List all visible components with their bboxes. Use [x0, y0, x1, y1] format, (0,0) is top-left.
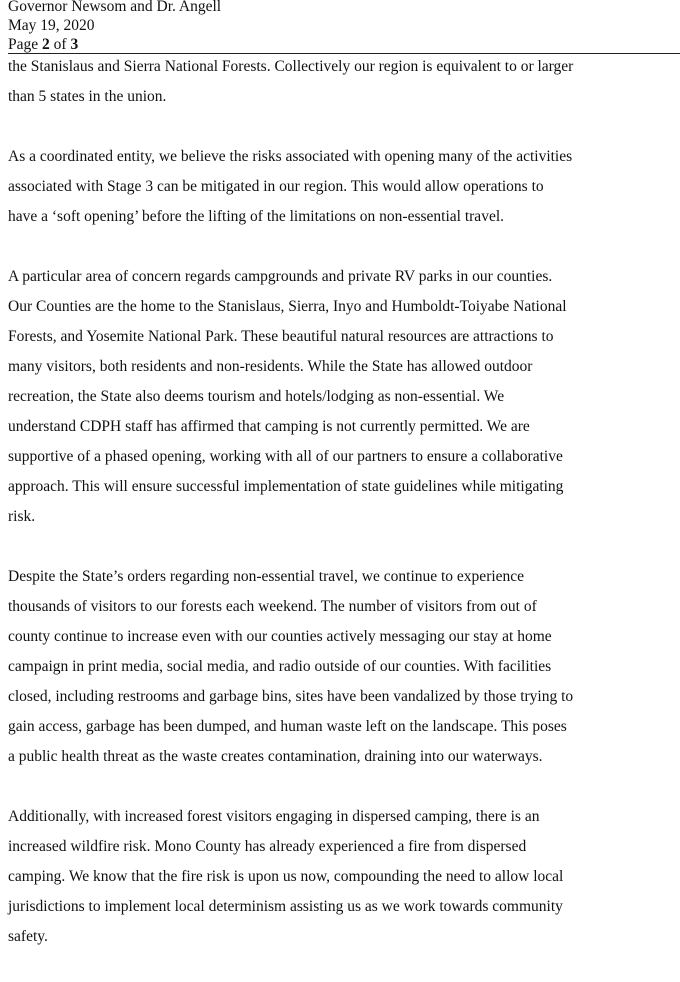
text-line: Additionally, with increased forest visitors engaging in dispersed camping, there is an: [8, 808, 540, 825]
text-line: have a ‘soft opening’ before the lifting of the limitations on non-essential travel.: [8, 208, 504, 225]
text-line: Despite the State’s orders regarding non-essential travel, we continue to experience: [8, 568, 525, 585]
text-line: the Stanislaus and Sierra National Forests. Collectively our region is equivalent to or larger: [8, 58, 574, 75]
text-line: associated with Stage 3 can be mitigated in our region. This would allow operations to: [8, 178, 544, 195]
text-line: gain access, garbage has been dumped, and human waste left on the landscape. This poses: [8, 718, 567, 735]
page-total: 3: [70, 36, 79, 53]
text-line: thousands of visitors to our forests each weekend. The number of visitors from out of: [8, 598, 537, 615]
text-line: camping. We know that the fire risk is upon us now, compounding the need to allow local: [8, 868, 564, 885]
page-of: of: [53, 36, 67, 53]
page-current: 2: [42, 36, 50, 53]
text-line: A particular area of concern regards campgrounds and private RV parks in our counties.: [8, 268, 553, 285]
recipients-line: Governor Newsom and Dr. Angell: [8, 0, 222, 15]
text-line: recreation, the State also deems tourism and hotels/lodging as non-essential. We: [8, 388, 505, 405]
text-line: Our Counties are the home to the Stanislaus, Sierra, Inyo and Humboldt-Toiyabe National: [8, 298, 567, 315]
letter-header: [8, 0, 680, 54]
text-line: approach. This will ensure successful implementation of state guidelines while mitigating: [8, 478, 564, 495]
page-word: Page: [8, 36, 39, 53]
letter-body: [8, 52, 658, 982]
paragraph-5: [8, 802, 658, 952]
paragraph-4: [8, 562, 658, 772]
text-line: county continue to increase even with our counties actively messaging our stay at home: [8, 628, 552, 645]
text-line: jurisdictions to implement local determinism assisting us as we work towards community: [8, 898, 563, 915]
text-line: Forests, and Yosemite National Park. These beautiful natural resources are attractions to: [8, 328, 554, 345]
text-line: closed, including restrooms and garbage bins, sites have been vandalized by those trying to: [8, 688, 574, 705]
text-line: supportive of a phased opening, working with all of our partners to ensure a collaborative: [8, 448, 563, 465]
text-line: than 5 states in the union.: [8, 88, 167, 105]
text-line: many visitors, both residents and non-residents. While the State has allowed outdoor: [8, 358, 533, 375]
date-line: May 19, 2020: [8, 17, 95, 34]
text-line: risk.: [8, 508, 36, 525]
text-line: As a coordinated entity, we believe the risks associated with opening many of the activities: [8, 148, 573, 165]
text-line: campaign in print media, social media, and radio outside of our counties. With facilities: [8, 658, 552, 675]
paragraph-2: [8, 142, 658, 232]
text-line: understand CDPH staff has affirmed that camping is not currently permitted. We are: [8, 418, 530, 435]
text-line: increased wildfire risk. Mono County has already experienced a fire from dispersed: [8, 838, 527, 855]
paragraph-1: [8, 52, 658, 112]
text-line: safety.: [8, 928, 48, 945]
paragraph-3: [8, 262, 658, 532]
text-line: a public health threat as the waste creates contamination, draining into our waterways.: [8, 748, 543, 765]
